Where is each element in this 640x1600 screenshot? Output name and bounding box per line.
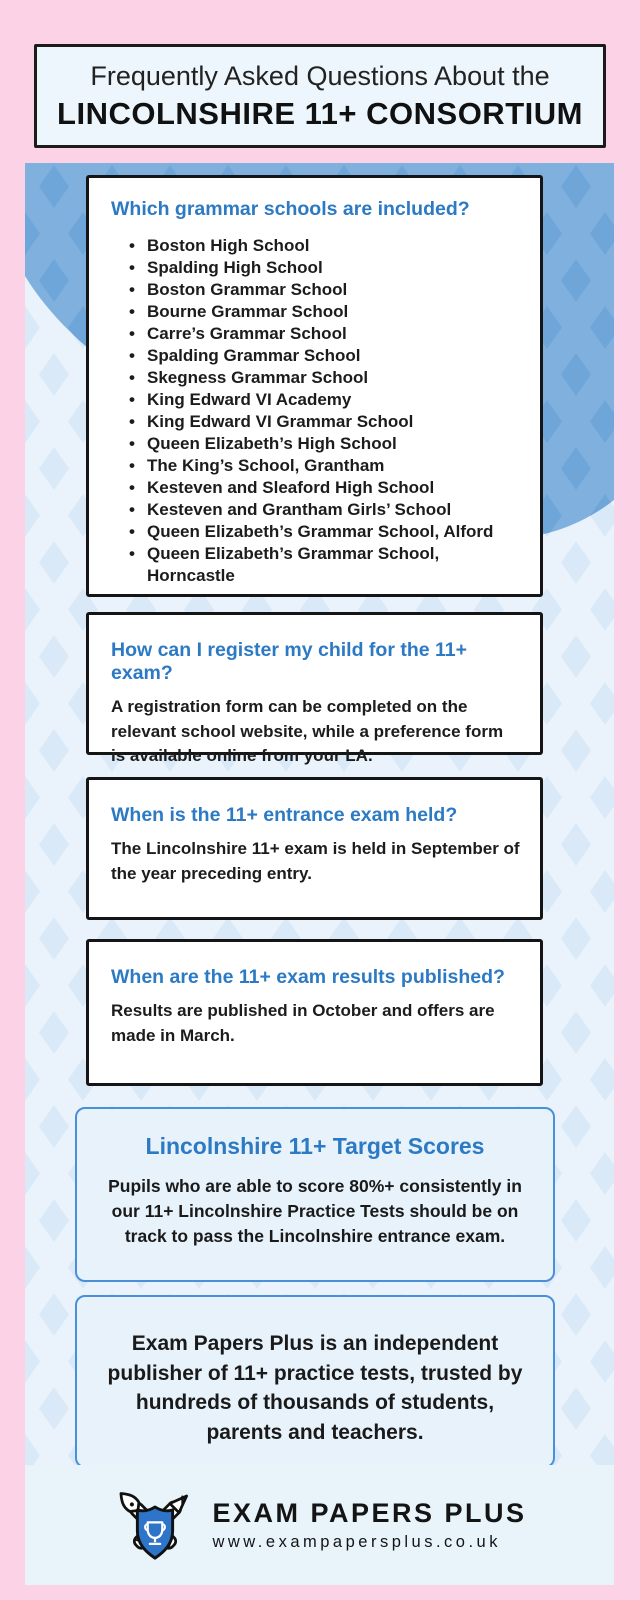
content-area <box>25 163 614 1585</box>
faq-box-schools <box>86 175 543 597</box>
about-body: Exam Papers Plus is an independent publisher of 11+ practice tests, trusted by hundreds of thousands of students, parents and teachers. <box>107 1332 523 1444</box>
footer <box>25 1465 614 1585</box>
faq-answer-exam-date: The Lincolnshire 11+ exam is held in September of the year preceding entry. <box>111 839 520 883</box>
school-list-item: • Spalding High School <box>129 257 520 279</box>
school-list-item: • Bourne Grammar School <box>129 301 520 323</box>
faq-box-exam-date <box>86 777 543 920</box>
school-list-item: • Queen Elizabeth’s High School <box>129 433 520 455</box>
school-list <box>111 235 520 587</box>
website-url: www.exampapersplus.co.uk <box>212 1533 501 1551</box>
exam-papers-plus-logo <box>112 1473 198 1577</box>
shield-trophy-icon <box>138 1507 173 1558</box>
target-scores-panel <box>75 1107 555 1282</box>
school-list-item: • Queen Elizabeth’s Grammar School, Horncastle <box>129 543 520 587</box>
faq-question-registration: How can I register my child for the 11+ exam? <box>111 639 467 684</box>
school-list-item: • King Edward VI Academy <box>129 389 520 411</box>
target-scores-body: Pupils who are able to score 80%+ consistently in our 11+ Lincolnshire Practice Tests should be on track to pass the Lincolnshire entrance exam. <box>108 1176 522 1246</box>
school-list-item: • Boston High School <box>129 235 520 257</box>
school-list-item: • King Edward VI Grammar School <box>129 411 520 433</box>
faq-question-exam-date: When is the 11+ entrance exam held? <box>111 804 458 826</box>
school-list-item: • Kesteven and Sleaford High School <box>129 477 520 499</box>
school-list-item: • Kesteven and Grantham Girls’ School <box>129 499 520 521</box>
school-list-item: • Skegness Grammar School <box>129 367 520 389</box>
faq-answer-registration: A registration form can be completed on the relevant school website, while a preference form is available online from your LA. <box>111 697 504 765</box>
school-list-item: • Boston Grammar School <box>129 279 520 301</box>
school-list-item: • The King’s School, Grantham <box>129 455 520 477</box>
brand-block <box>212 1498 526 1552</box>
about-panel <box>75 1295 555 1468</box>
school-list-item: • Carre’s Grammar School <box>129 323 520 345</box>
faq-box-results <box>86 939 543 1086</box>
target-scores-title: Lincolnshire 11+ Target Scores <box>145 1133 485 1159</box>
faq-box-registration <box>86 612 543 765</box>
school-list-item: • Spalding Grammar School <box>129 345 520 367</box>
faq-question-results: When are the 11+ exam results published? <box>111 966 505 988</box>
faq-answer-results: Results are published in October and offers are made in March. <box>111 1001 495 1045</box>
faq-question-schools: Which grammar schools are included? <box>111 198 470 220</box>
header-title-box <box>34 44 606 148</box>
page-title-line1: Frequently Asked Questions About the <box>90 60 550 91</box>
school-list-item: • Queen Elizabeth’s Grammar School, Alford <box>129 521 520 543</box>
brand-name: EXAM PAPERS PLUS <box>212 1498 527 1528</box>
page-title-line2: LINCOLNSHIRE 11+ CONSORTIUM <box>57 95 583 131</box>
